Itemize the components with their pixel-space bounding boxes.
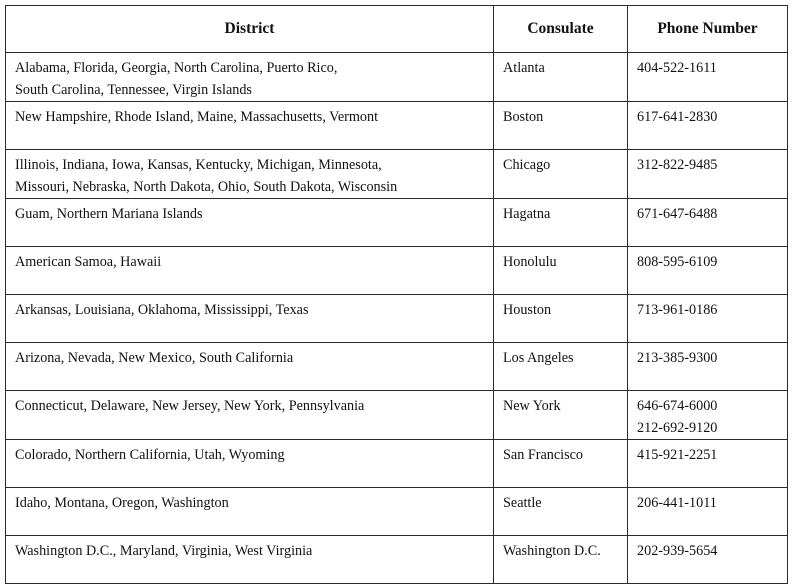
table-row (6, 53, 788, 102)
phone-cell (628, 295, 788, 343)
district-line: Connecticut, Delaware, New Jersey, New York, Pennsylvania (15, 398, 365, 414)
phone-cell (628, 150, 788, 199)
district-cell (6, 391, 494, 440)
district-cell (6, 102, 494, 150)
consulate-cell: Seattle (494, 488, 628, 536)
district-line: Arizona, Nevada, New Mexico, South California (15, 350, 294, 366)
district-line: Alabama, Florida, Georgia, North Carolina, Puerto Rico, (15, 60, 338, 76)
district-cell (6, 536, 494, 584)
consulate-cell: Chicago (494, 150, 628, 199)
phone-cell (628, 536, 788, 584)
district-line: South Carolina, Tennessee, Virgin Islands (15, 82, 252, 98)
district-cell (6, 199, 494, 247)
district-cell (6, 53, 494, 102)
table-body (6, 53, 788, 584)
district-line: Washington D.C., Maryland, Virginia, West Virginia (15, 543, 313, 559)
consulate-header: Consulate (494, 6, 628, 53)
phone-cell (628, 391, 788, 440)
phone-number: 646-674-6000 (637, 398, 718, 414)
district-cell (6, 440, 494, 488)
table-row (6, 343, 788, 391)
district-cell (6, 343, 494, 391)
consulate-cell: Washington D.C. (494, 536, 628, 584)
phone-cell (628, 488, 788, 536)
table-row (6, 440, 788, 488)
phone-number: 415-921-2251 (637, 447, 718, 463)
district-line: Illinois, Indiana, Iowa, Kansas, Kentucky, Michigan, Minnesota, (15, 157, 382, 173)
table-row (6, 247, 788, 295)
phone-number: 202-939-5654 (637, 543, 718, 559)
phone-number: 213-385-9300 (637, 350, 718, 366)
phone-number: 206-441-1011 (637, 495, 717, 511)
district-line: Missouri, Nebraska, North Dakota, Ohio, South Dakota, Wisconsin (15, 179, 398, 195)
consulate-cell: Hagatna (494, 199, 628, 247)
district-header: District (6, 6, 494, 53)
phone-cell (628, 343, 788, 391)
district-cell (6, 247, 494, 295)
table-row (6, 150, 788, 199)
consulate-cell: San Francisco (494, 440, 628, 488)
phone-number: 212-692-9120 (637, 420, 718, 436)
phone-header: Phone Number (628, 6, 788, 53)
consulate-cell: Houston (494, 295, 628, 343)
phone-cell (628, 53, 788, 102)
consulate-cell: Boston (494, 102, 628, 150)
table-row (6, 488, 788, 536)
phone-number: 808-595-6109 (637, 254, 718, 270)
district-line: Guam, Northern Mariana Islands (15, 206, 203, 222)
district-cell (6, 295, 494, 343)
phone-number: 404-522-1611 (637, 60, 717, 76)
phone-number: 713-961-0186 (637, 302, 718, 318)
phone-cell (628, 199, 788, 247)
table-row (6, 391, 788, 440)
phone-number: 671-647-6488 (637, 206, 718, 222)
consulate-cell: Atlanta (494, 53, 628, 102)
district-line: American Samoa, Hawaii (15, 254, 162, 270)
consulate-cell: Los Angeles (494, 343, 628, 391)
district-line: Idaho, Montana, Oregon, Washington (15, 495, 229, 511)
district-cell (6, 488, 494, 536)
consulate-table (5, 5, 788, 584)
table-row (6, 199, 788, 247)
phone-cell (628, 102, 788, 150)
district-line: Arkansas, Louisiana, Oklahoma, Mississippi, Texas (15, 302, 309, 318)
phone-cell (628, 247, 788, 295)
district-line: New Hampshire, Rhode Island, Maine, Massachusetts, Vermont (15, 109, 379, 125)
consulate-cell: Honolulu (494, 247, 628, 295)
phone-number: 617-641-2830 (637, 109, 718, 125)
table-row (6, 295, 788, 343)
table-row (6, 536, 788, 584)
district-cell (6, 150, 494, 199)
consulate-cell: New York (494, 391, 628, 440)
phone-cell (628, 440, 788, 488)
phone-number: 312-822-9485 (637, 157, 718, 173)
header-row (6, 6, 788, 53)
table-row (6, 102, 788, 150)
district-line: Colorado, Northern California, Utah, Wyoming (15, 447, 285, 463)
